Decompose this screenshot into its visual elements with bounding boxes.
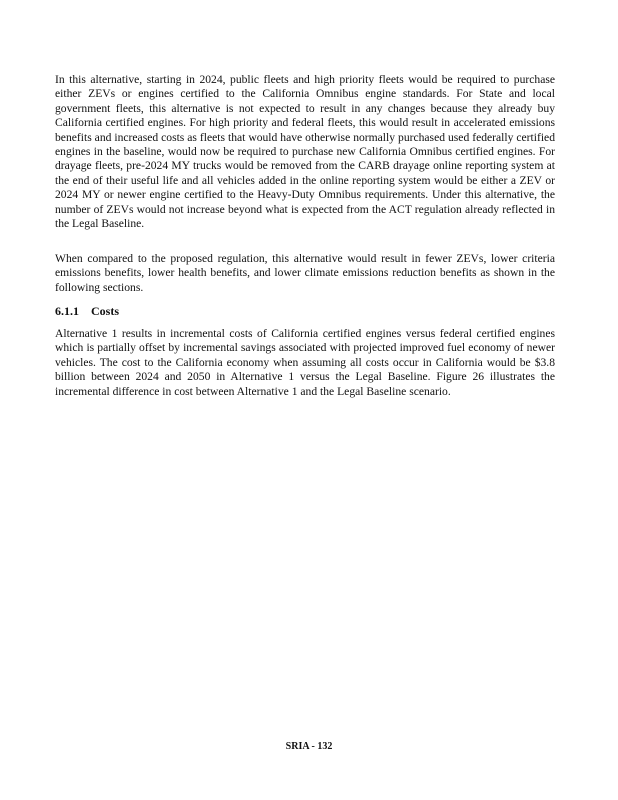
paragraph-alternative-description: In this alternative, starting in 2024, public fleets and high priority fleets would be required to purchase either ZEVs or engines certified to the California Omnibus engine standards. For State and local government fleets, this alternative is not expected to result in any changes because they already buy California certified engines. For high priority and federal fleets, this would result in accelerated emissions benefits and increased costs as fleets that would have otherwise normally purchased used federally certified engines in the baseline, would now be required to purchase new California Omnibus certified engines. For drayage fleets, pre-2024 MY trucks would be removed from the CARB drayage online reporting system at the end of their useful life and all vehicles added in the online reporting system would be either a ZEV or 2024 MY or newer engine certified to the Heavy-Duty Omnibus requirements. Under this alternative, the number of ZEVs would not increase beyond what is expected from the ACT regulation already reflected in the Legal Baseline. [55,73,555,231]
page-footer: SRIA - 132 [285,741,333,752]
section-heading [55,304,119,318]
paragraph-costs: Alternative 1 results in incremental costs of California certified engines versus federal certified engines which is partially offset by incremental savings associated with projected improved fuel economy of newer vehicles. The cost to the California economy when assuming all costs occur in California would be $3.8 billion between 2024 and 2050 in Alternative 1 versus the Legal Baseline. Figure 26 illustrates the incremental difference in cost between Alternative 1 and the Legal Baseline scenario. [55,327,555,398]
section-number: 6.1.1 [55,304,79,318]
paragraph-comparison: When compared to the proposed regulation, this alternative would result in fewer ZEVs, lower criteria emissions benefits, lower health benefits, and lower climate emissions reduction benefits as shown in the following sections. [55,252,555,294]
section-title: Costs [91,304,120,318]
